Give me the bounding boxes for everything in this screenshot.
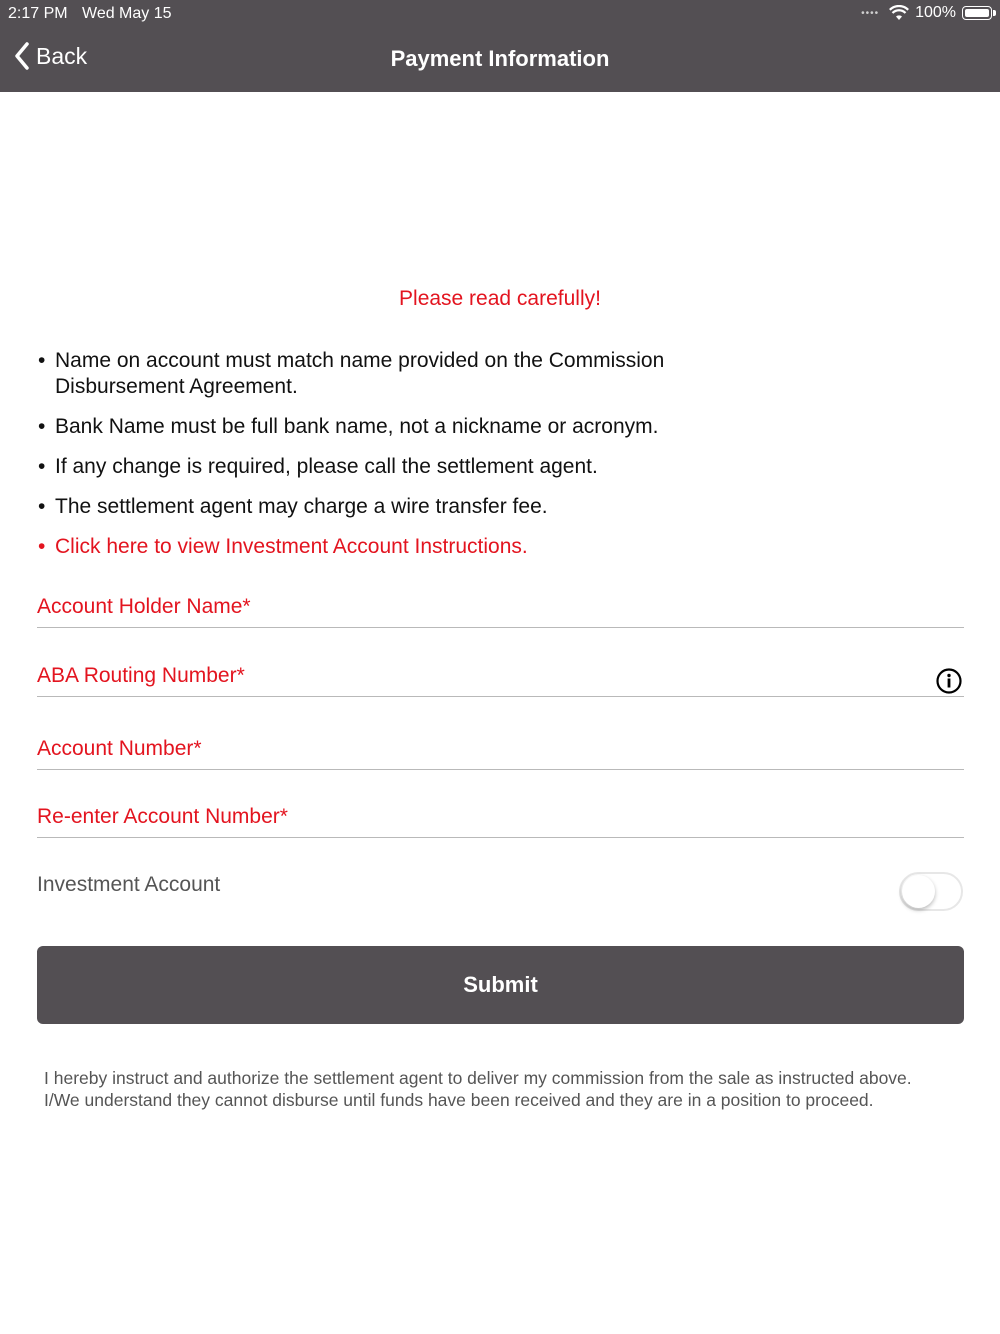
account-holder-name-label: Account Holder Name* [37,595,251,618]
instruction-list [38,348,758,574]
status-indicators [861,4,992,22]
bullet-dot: • [38,415,46,438]
list-item [38,494,758,520]
list-item-text: If any change is required, please call the settlement agent. [55,455,598,478]
account-number-label: Account Number* [37,737,202,760]
bullet-dot: • [38,455,46,478]
warning-heading: Please read carefully! [399,287,601,310]
battery-icon [962,6,992,20]
list-item-text: The settlement agent may charge a wire transfer fee. [55,495,548,518]
investment-account-label: Investment Account [37,873,221,896]
list-item [38,414,758,440]
reenter-account-number-label: Re-enter Account Number* [37,805,288,828]
wifi-icon [889,5,909,21]
status-bar [0,0,1000,28]
investment-instructions-link[interactable] [38,534,758,560]
page-title: Payment Information [390,46,610,71]
info-icon[interactable] [936,668,962,694]
list-item [38,454,758,480]
aba-routing-number-field[interactable] [37,660,964,697]
investment-account-toggle[interactable] [899,872,963,911]
toggle-knob [902,875,935,908]
signal-icon: •••• [861,7,880,19]
back-label: Back [36,42,88,69]
submit-button[interactable]: Submit [37,946,964,1024]
list-item-text: Bank Name must be full bank name, not a nickname or acronym. [55,415,659,438]
link-text: Click here to view Investment Account Instructions. [55,535,528,558]
list-item-text: Name on account must match name provided on the Commission Disbursement Agreement. [55,349,665,398]
reenter-account-number-field[interactable] [37,802,964,838]
list-item [38,348,758,400]
bullet-dot: • [38,349,46,372]
aba-routing-number-label: ABA Routing Number* [37,664,245,687]
account-number-field[interactable] [37,733,964,770]
battery-percent: 100% [915,4,956,21]
status-date: Wed May 15 [82,5,172,22]
account-holder-name-field[interactable] [37,592,964,628]
bullet-dot: • [38,535,46,558]
navigation-bar [0,28,1000,92]
authorization-disclaimer: I hereby instruct and authorize the settlement agent to deliver my commission from the sale as instructed above. I/We understand they cannot disburse until funds have been received and they are in a position to proceed. [44,1068,912,1110]
top-bar [0,0,1000,92]
status-time: 2:17 PM [8,5,68,22]
bullet-dot: • [38,495,46,518]
